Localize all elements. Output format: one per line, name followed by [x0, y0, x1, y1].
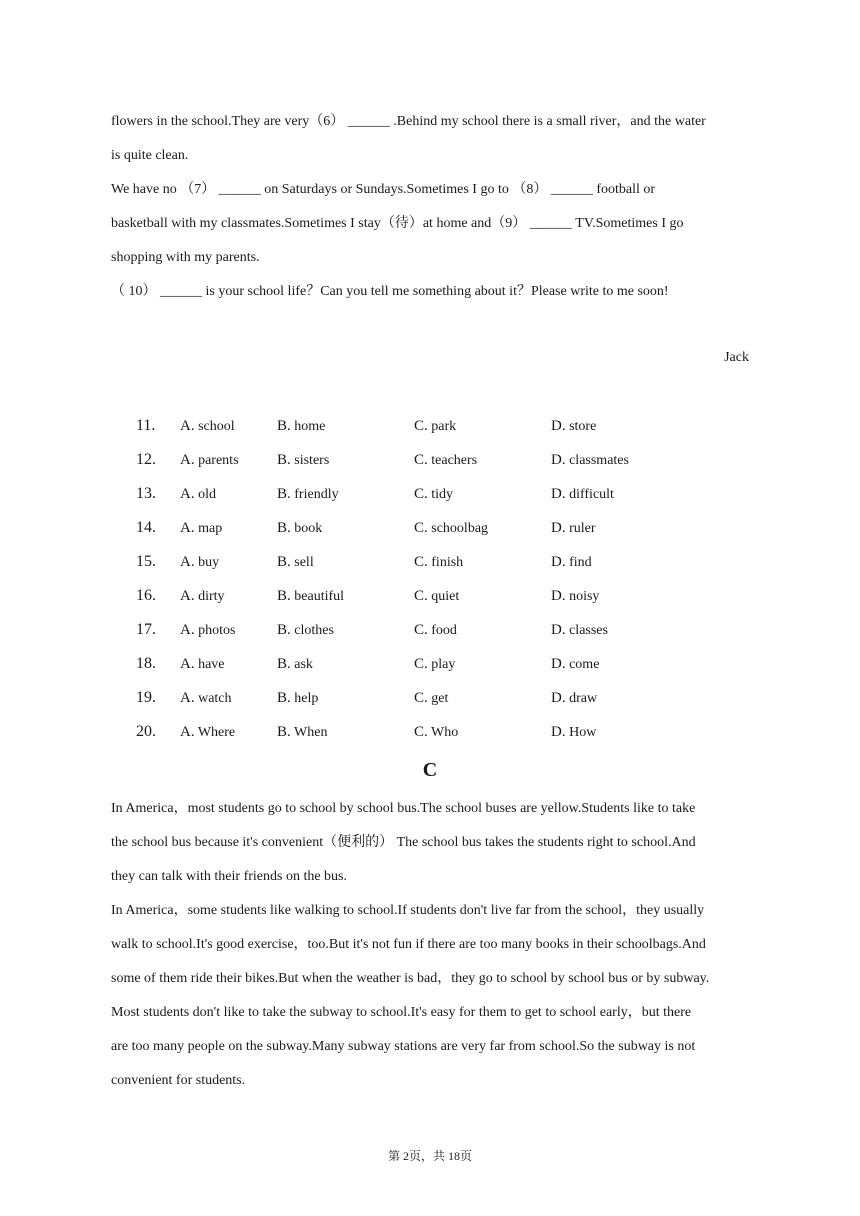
- page-footer: 第 2页，共 18页: [387, 1149, 472, 1163]
- option-b: B. beautiful: [277, 588, 345, 604]
- option-c: C. food: [414, 622, 457, 638]
- question-number: 14.: [136, 519, 156, 536]
- section-heading: C: [422, 759, 438, 781]
- passage-line: basketball with my classmates.Sometimes I stay（待）at home and（9） ______ TV.Sometimes I go: [111, 216, 684, 231]
- option-c: C. finish: [414, 554, 464, 570]
- passage-line: walk to school.It's good exercise，too.But it's not fun if there are too many books in their schoolbags.And: [111, 937, 706, 952]
- letter-signature: Jack: [724, 350, 749, 365]
- option-a: A. school: [180, 418, 235, 434]
- option-b: B. help: [277, 690, 319, 706]
- passage-line: We have no （7） ______ on Saturdays or Sundays.Sometimes I go to （8） ______ football or: [111, 182, 656, 197]
- passage-line: the school bus because it's convenient（便利的） The school bus takes the students right to school.And: [111, 835, 696, 850]
- question-number: 19.: [136, 689, 156, 706]
- passage-line: are too many people on the subway.Many subway stations are very far from school.So the subway is not: [111, 1039, 696, 1054]
- question-number: 16.: [136, 587, 156, 604]
- option-b: B. clothes: [277, 622, 334, 638]
- option-d: D. come: [551, 656, 600, 672]
- option-a: A. map: [180, 520, 223, 536]
- question-number: 11.: [136, 417, 156, 434]
- question-number: 15.: [136, 553, 156, 570]
- option-b: B. book: [277, 520, 323, 536]
- passage-line: flowers in the school.They are very（6） ______ .Behind my school there is a small river，and the water: [111, 114, 706, 129]
- option-c: C. play: [414, 656, 456, 672]
- option-b: B. friendly: [277, 486, 339, 502]
- option-d: D. ruler: [551, 520, 596, 536]
- option-d: D. difficult: [551, 486, 614, 502]
- option-b: B. sell: [277, 554, 314, 570]
- option-a: A. photos: [180, 622, 236, 638]
- option-b: B. When: [277, 724, 328, 740]
- option-d: D. store: [551, 418, 597, 434]
- question-row: [0, 686, 860, 710]
- passage-line: shopping with my parents.: [111, 250, 260, 265]
- option-d: D. find: [551, 554, 592, 570]
- passage-line: In America，most students go to school by school bus.The school buses are yellow.Students like to take: [111, 801, 696, 816]
- question-row: [0, 720, 860, 744]
- question-row: [0, 652, 860, 676]
- option-a: A. watch: [180, 690, 232, 706]
- question-number: 13.: [136, 485, 156, 502]
- option-a: A. old: [180, 486, 216, 502]
- question-number: 12.: [136, 451, 156, 468]
- option-d: D. classes: [551, 622, 608, 638]
- option-a: A. buy: [180, 554, 220, 570]
- option-d: D. draw: [551, 690, 598, 706]
- option-a: A. dirty: [180, 588, 225, 604]
- question-row: [0, 448, 860, 472]
- passage-line: some of them ride their bikes.But when the weather is bad，they go to school by school bus or by subway.: [111, 971, 710, 986]
- passage-line: Most students don't like to take the subway to school.It's easy for them to get to school early，but there: [111, 1005, 692, 1020]
- option-d: D. noisy: [551, 588, 600, 604]
- question-row: [0, 618, 860, 642]
- option-c: C. tidy: [414, 486, 454, 502]
- passage-line: In America，some students like walking to school.If students don't live far from the school，they usually: [111, 903, 705, 918]
- option-c: C. Who: [414, 724, 459, 740]
- option-c: C. quiet: [414, 588, 460, 604]
- option-d: D. How: [551, 724, 597, 740]
- option-b: B. sisters: [277, 452, 330, 468]
- option-d: D. classmates: [551, 452, 629, 468]
- question-number: 20.: [136, 723, 156, 740]
- passage-line: they can talk with their friends on the bus.: [111, 869, 347, 884]
- option-c: C. get: [414, 690, 449, 706]
- question-row: [0, 482, 860, 506]
- option-c: C. teachers: [414, 452, 478, 468]
- option-a: A. parents: [180, 452, 239, 468]
- question-row: [0, 414, 860, 438]
- passage-line: is quite clean.: [111, 148, 189, 163]
- option-b: B. home: [277, 418, 326, 434]
- question-number: 18.: [136, 655, 156, 672]
- option-a: A. Where: [180, 724, 236, 740]
- option-c: C. schoolbag: [414, 520, 489, 536]
- passage-line: （ 10） ______ is your school life？Can you tell me something about it？Please write to me soon!: [111, 284, 669, 299]
- option-c: C. park: [414, 418, 457, 434]
- option-b: B. ask: [277, 656, 313, 672]
- option-a: A. have: [180, 656, 225, 672]
- question-row: [0, 550, 860, 574]
- question-row: [0, 584, 860, 608]
- question-number: 17.: [136, 621, 156, 638]
- question-row: [0, 516, 860, 540]
- passage-line: convenient for students.: [111, 1073, 246, 1088]
